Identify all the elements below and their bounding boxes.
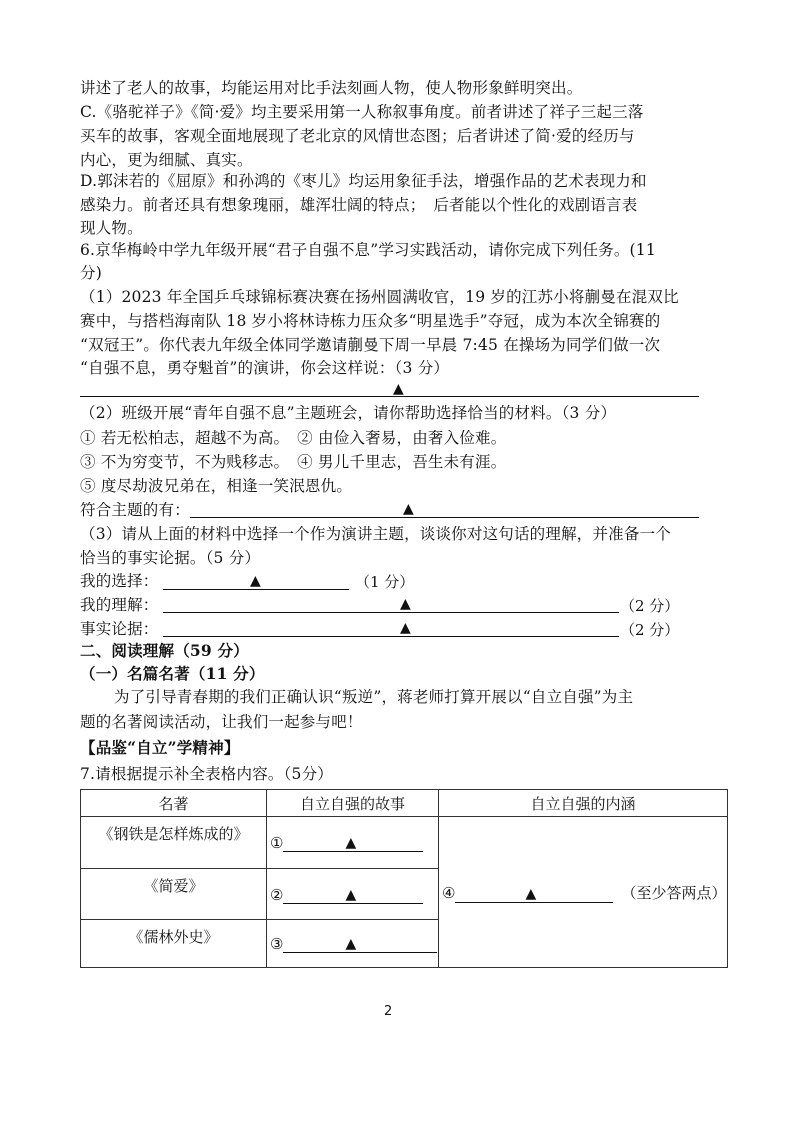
answer-blank-1[interactable]: [80, 396, 699, 397]
answer-mark: ▲: [525, 885, 537, 902]
material-line: ③ 不为穷变节，不为贱移志。 ④ 男儿千里志，吾生未有涯。: [80, 453, 507, 471]
choice-blank[interactable]: [163, 589, 349, 590]
sub-question-3: （3）请从上面的材料中选择一个作为演讲主题，谈谈你对这句话的理解，并准备一个: [80, 525, 671, 543]
text-line: 感染力。前者还具有想象瑰丽，雄浑壮阔的特点； 后者能以个性化的戏剧语言表: [80, 196, 638, 214]
slot-number: ②: [270, 885, 284, 904]
text-line: 讲述了老人的故事，均能运用对比手法刻画人物，使人物形象鲜明突出。: [80, 79, 583, 97]
story-cell: [267, 869, 439, 920]
meaning-cell: [439, 817, 728, 968]
answer-mark: ▲: [403, 501, 414, 517]
material-line: ① 若无松柏志，超越不为高。 ② 由俭入奢易，由奢入俭难。: [80, 429, 507, 447]
material-line: ⑤ 度尽劫波兄弟在，相逢一笑泯恩仇。: [80, 477, 353, 495]
slot-number: ①: [270, 834, 284, 852]
text-line: 赛中，与搭档海南队 18 岁小将林诗栋力压众多“明星选手”夺冠，成为本次全锦赛的: [80, 312, 661, 330]
choice-label: 我的选择：: [80, 572, 159, 590]
story-cell: [267, 817, 439, 869]
sub-question-2: （2）班级开展“青年自强不息”主题班会，请你帮助选择恰当的材料。（3 分）: [80, 404, 617, 422]
text-line: 内心，更为细腻、真实。: [80, 151, 253, 169]
choice-score: （1 分）: [355, 573, 415, 591]
section-2-heading: 二、阅读理解（59 分）: [80, 641, 249, 660]
book-cell: 《儒林外史》: [81, 920, 267, 968]
evidence-label: 事实论据：: [80, 620, 159, 638]
fit-label: 符合主题的有：: [80, 501, 190, 519]
answer-mark: ▲: [345, 886, 357, 903]
evidence-score: （2 分）: [620, 621, 680, 639]
text-line: 现人物。: [80, 219, 143, 237]
subsection-heading: 【品鉴“自立”学精神】: [80, 738, 240, 757]
book-cell: 《钢铁是怎样炼成的》: [81, 817, 267, 869]
answer-mark: ▲: [345, 835, 357, 851]
text-line: 买车的故事，客观全面地展现了老北京的风情世态图；后者讲述了简·爱的经历与: [80, 127, 635, 145]
text-line: 恰当的事实论据。（5 分）: [80, 549, 261, 567]
question-6-title-cont: 分): [80, 264, 102, 282]
section-2-1-heading: （一）名篇名著（11 分）: [80, 664, 265, 683]
sub-question-1: （1）2023 年全国乒乓球锦标赛决赛在扬州圆满收官，19 岁的江苏小将蒯曼在混双比: [80, 288, 679, 306]
question-6-title: 6.京华梅岭中学九年级开展“君子自强不息”学习实践活动，请你完成下列任务。(11: [80, 241, 656, 259]
table-header: 自立自强的故事: [267, 790, 439, 817]
understanding-score: （2 分）: [620, 597, 680, 615]
question-7-title: 7.请根据提示补全表格内容。（5分）: [80, 765, 334, 783]
answer-mark: ▲: [250, 573, 261, 589]
book-cell: 《简爱》: [81, 869, 267, 920]
intro-line: 题的名著阅读活动，让我们一起参与吧！: [80, 713, 363, 731]
understanding-blank[interactable]: [163, 612, 619, 613]
table-header-row: [81, 790, 728, 817]
slot-number: ④: [442, 883, 456, 902]
answer-mark: ▲: [400, 620, 411, 636]
page-number: 2: [384, 1004, 393, 1019]
story-blank[interactable]: [283, 833, 423, 852]
table-header: 名著: [81, 790, 267, 817]
option-c-line: C.《骆驼祥子》《简·爱》均主要采用第一人称叙事角度。前者讲述了祥子三起三落: [80, 103, 644, 121]
story-blank[interactable]: [283, 885, 423, 904]
table-row: [81, 817, 728, 869]
table-header: 自立自强的内涵: [439, 790, 728, 817]
text-line: “双冠王”。你代表九年级全体同学邀请蒯曼下周一早晨 7:45 在操场为同学们做一次: [80, 336, 661, 354]
intro-line: 为了引导青春期的我们正确认识“叛逆”，蒋老师打算开展以“自立自强”为主: [114, 688, 634, 706]
understanding-label: 我的理解：: [80, 596, 159, 614]
answer-mark: ▲: [345, 936, 357, 952]
option-d-line: D.郭沫若的《屈原》和孙鸿的《枣儿》均运用象征手法，增强作品的艺术表现力和: [80, 172, 647, 190]
slot-number: ③: [270, 935, 284, 953]
answer-blank-2[interactable]: [190, 517, 699, 518]
question-7-table: [80, 789, 728, 968]
answer-mark: ▲: [393, 381, 404, 397]
meaning-note: （至少答两点）: [621, 883, 727, 902]
answer-mark: ▲: [400, 596, 411, 612]
text-line: “自强不息，勇夺魁首”的演讲，你会这样说：（3 分）: [80, 359, 450, 377]
story-blank[interactable]: [283, 934, 437, 953]
meaning-blank[interactable]: [455, 884, 613, 903]
story-cell: [267, 920, 439, 968]
evidence-blank[interactable]: [163, 636, 619, 637]
